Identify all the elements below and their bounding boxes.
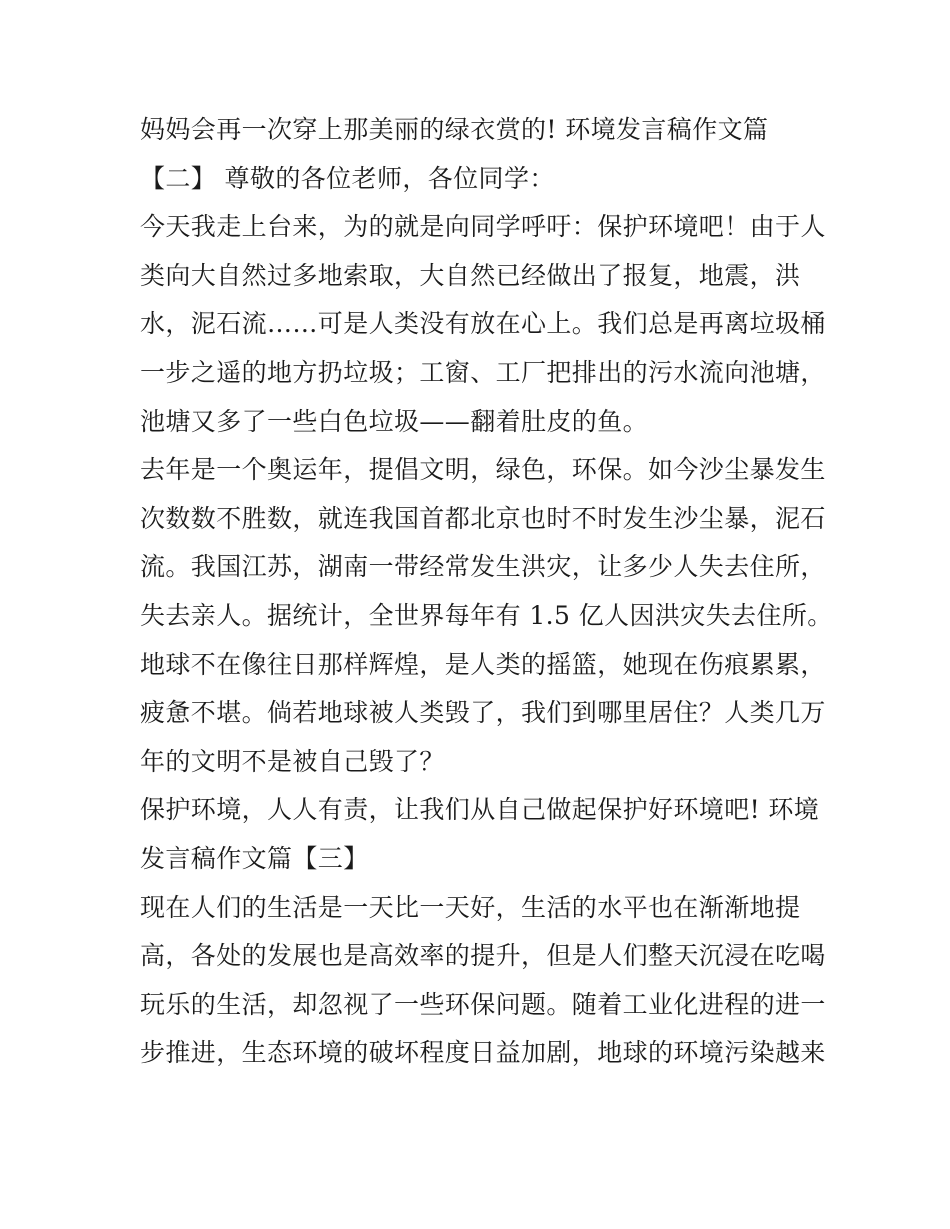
text-line: 保护环境，人人有责，让我们从自己做起保护好环境吧! 环境 (140, 795, 820, 825)
text-line: 地球不在像往日那样辉煌，是人类的摇篮，她现在伤痕累累， (140, 649, 826, 679)
text-line: 高，各处的发展也是高效率的提升，但是人们整天沉浸在吃喝 (140, 941, 826, 971)
text-line: 类向大自然过多地索取，大自然已经做出了报复，地震，洪 (140, 260, 801, 290)
text-line: 流。我国江苏，湖南一带经常发生洪灾，让多少人失去住所， (140, 552, 826, 582)
text-line: 【二】 尊敬的各位老师，各位同学： (140, 163, 555, 193)
text-line: 次数数不胜数，就连我国首都北京也时不时发生沙尘暴，泥石 (140, 503, 826, 533)
text-line: 步推进，生态环境的破坏程度日益加剧，地球的环境污染越来 (140, 1038, 826, 1068)
text-line: 一步之遥的地方扔垃圾；工窗、工厂把排出的污水流向池塘， (140, 357, 826, 387)
text-line: 妈妈会再一次穿上那美丽的绿衣赏的! 环境发言稿作文篇 (140, 115, 769, 144)
text-line: 玩乐的生活，却忽视了一些环保问题。随着工业化进程的进一 (140, 989, 826, 1019)
text-line: 疲惫不堪。倘若地球被人类毁了，我们到哪里居住？人类几万 (140, 698, 826, 728)
text-line: 去年是一个奥运年，提倡文明，绿色，环保。如今沙尘暴发生 (140, 455, 826, 485)
text-line: 年的文明不是被自己毁了？ (140, 746, 445, 776)
text-line: 现在人们的生活是一天比一天好，生活的水平也在渐渐地提 (140, 892, 801, 922)
document-body (140, 106, 833, 1078)
text-line: 今天我走上台来，为的就是向同学呼吁：保护环境吧！由于人 (140, 212, 826, 242)
text-line: 失去亲人。据统计，全世界每年有 1.5 亿人因洪灾失去住所。 (140, 600, 833, 630)
text-line: 发言稿作文篇【三】 (140, 843, 369, 873)
text-line: 水，泥石流……可是人类没有放在心上。我们总是再离垃圾桶 (140, 309, 826, 339)
text-line: 池塘又多了一些白色垃圾——翻着肚皮的鱼。 (140, 406, 649, 436)
